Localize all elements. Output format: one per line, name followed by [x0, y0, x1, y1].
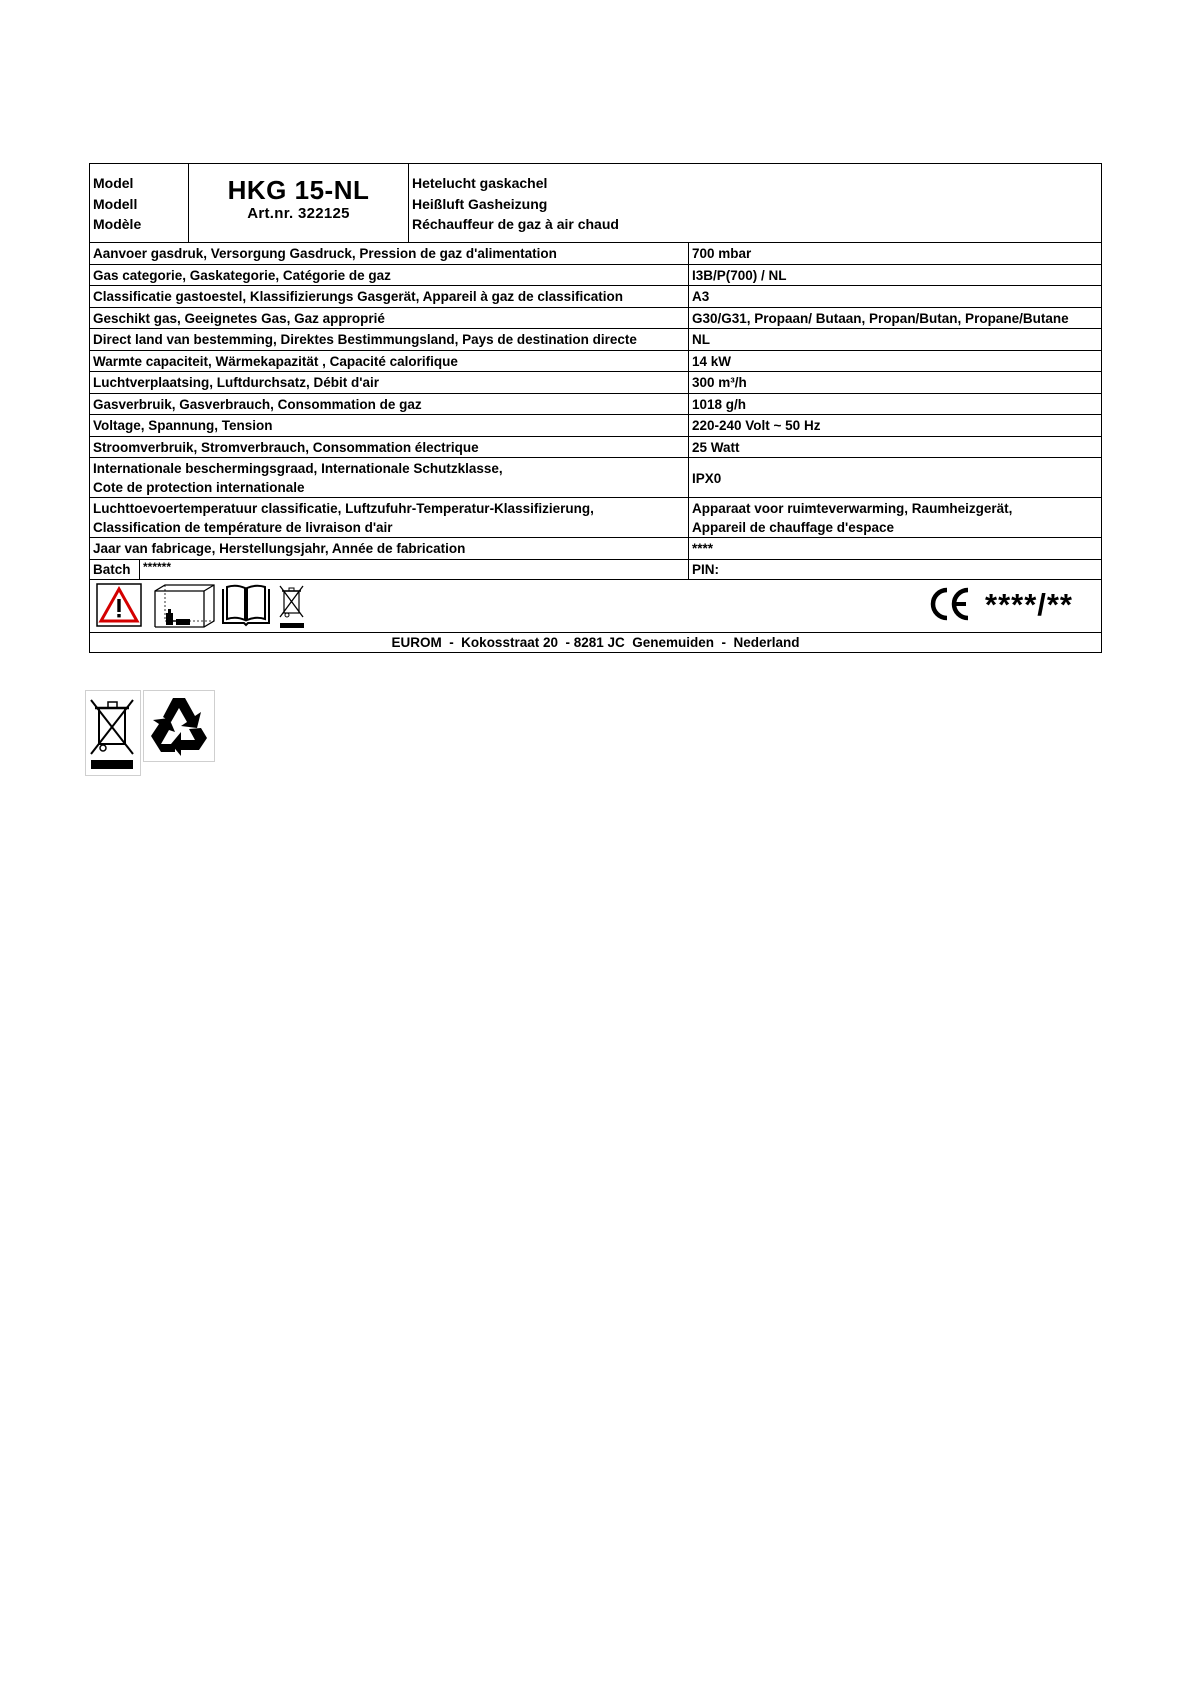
spec-label: Geschikt gas, Geeignetes Gas, Gaz approprié — [90, 308, 689, 329]
description-nl: Hetelucht gaskachel — [412, 175, 548, 191]
symbol-row — [90, 580, 1101, 633]
description-de: Heißluft Gasheizung — [412, 195, 548, 212]
read-manual-icon — [220, 583, 272, 627]
air-temp-value — [689, 498, 1101, 537]
protection-label — [90, 458, 689, 497]
spec-value: 220-240 Volt ~ 50 Hz — [692, 418, 821, 433]
air-temp-row — [90, 498, 1101, 538]
ventilated-room-icon — [152, 583, 216, 629]
protection-label-line: Internationale beschermingsgraad, Internationale Schutzklasse, — [93, 461, 503, 476]
spec-row — [90, 394, 1101, 416]
air-temp-value-line: Appareil de chauffage d'espace — [692, 520, 895, 535]
batch-row — [90, 560, 1101, 580]
spec-row — [90, 243, 1101, 265]
ce-mark-icon — [928, 586, 972, 622]
spec-row — [90, 372, 1101, 394]
protection-row — [90, 458, 1101, 498]
plate-header — [90, 164, 1101, 243]
spec-label: Direct land van bestemming, Direktes Bestimmungsland, Pays de destination directe — [90, 329, 689, 350]
air-temp-label-line: Classification de température de livraison d'air — [93, 520, 393, 535]
spec-row — [90, 329, 1101, 351]
spec-label: Stroomverbruik, Stromverbrauch, Consommation électrique — [90, 437, 689, 458]
protection-value: IPX0 — [692, 470, 722, 486]
year-label: Jaar van fabricage, Herstellungsjahr, Année de fabrication — [90, 538, 689, 559]
spec-value: 14 kW — [692, 353, 732, 369]
spec-value: 1018 g/h — [692, 396, 747, 412]
spec-label: Warmte capaciteit, Wärmekapazität , Capacité calorifique — [90, 351, 689, 372]
warning-triangle-icon — [96, 583, 142, 627]
spec-value: 25 Watt — [692, 439, 740, 455]
air-temp-label — [90, 498, 689, 537]
model-name: HKG 15-NL — [227, 175, 370, 205]
manufacturer-address: EUROM - Kokosstraat 20 - 8281 JC Genemuiden - Nederland — [391, 634, 800, 650]
spec-row — [90, 437, 1101, 459]
recycle-icon — [143, 690, 215, 762]
pin-label: PIN: — [692, 561, 719, 577]
weee-bin-icon — [278, 583, 306, 629]
year-value: **** — [692, 541, 714, 556]
year-row — [90, 538, 1101, 560]
spec-label: Aanvoer gasdruk, Versorgung Gasdruck, Pression de gaz d'alimentation — [90, 243, 689, 264]
spec-label: Voltage, Spannung, Tension — [90, 415, 689, 436]
rating-plate — [89, 163, 1102, 653]
spec-row — [90, 265, 1101, 287]
air-temp-label-line: Luchttoevoertemperatuur classificatie, Luftzufuhr-Temperatur-Klassifizierung, — [93, 501, 594, 516]
spec-row — [90, 415, 1101, 437]
model-label-nl: Model — [93, 175, 134, 191]
description-fr: Réchauffeur de gaz à air chaud — [412, 216, 619, 232]
spec-value: 700 mbar — [692, 246, 752, 261]
spec-value: A3 — [692, 289, 710, 304]
model-label-fr: Modèle — [93, 216, 142, 232]
spec-label: Classificatie gastoestel, Klassifizierungs Gasgerät, Appareil à gaz de classification — [90, 286, 689, 307]
model-labels — [90, 164, 189, 242]
protection-label-line: Cote de protection internationale — [93, 480, 305, 495]
batch-value: ****** — [140, 560, 689, 579]
product-descriptions — [409, 164, 1101, 242]
article-number: Art.nr. 322125 — [247, 205, 350, 222]
spec-row — [90, 351, 1101, 373]
model-block — [189, 164, 409, 242]
spec-row — [90, 286, 1101, 308]
spec-value: NL — [692, 332, 710, 347]
spec-label: Luchtverplaatsing, Luftdurchsatz, Débit d'air — [90, 372, 689, 393]
ce-notified-body-code: ****/** — [985, 586, 1073, 622]
model-label-de: Modell — [93, 195, 138, 212]
spec-value: 300 m³/h — [692, 375, 747, 390]
spec-label: Gas categorie, Gaskategorie, Catégorie de gaz — [90, 265, 689, 286]
air-temp-value-line: Apparaat voor ruimteverwarming, Raumheizgerät, — [692, 501, 1013, 516]
spec-value: I3B/P(700) / NL — [692, 267, 787, 283]
spec-value: G30/G31, Propaan/ Butaan, Propan/Butan, Propane/Butane — [692, 310, 1069, 326]
spec-label: Gasverbruik, Gasverbrauch, Consommation de gaz — [90, 394, 689, 415]
weee-bin-icon — [85, 690, 141, 776]
spec-row — [90, 308, 1101, 330]
batch-label: Batch — [90, 560, 140, 579]
